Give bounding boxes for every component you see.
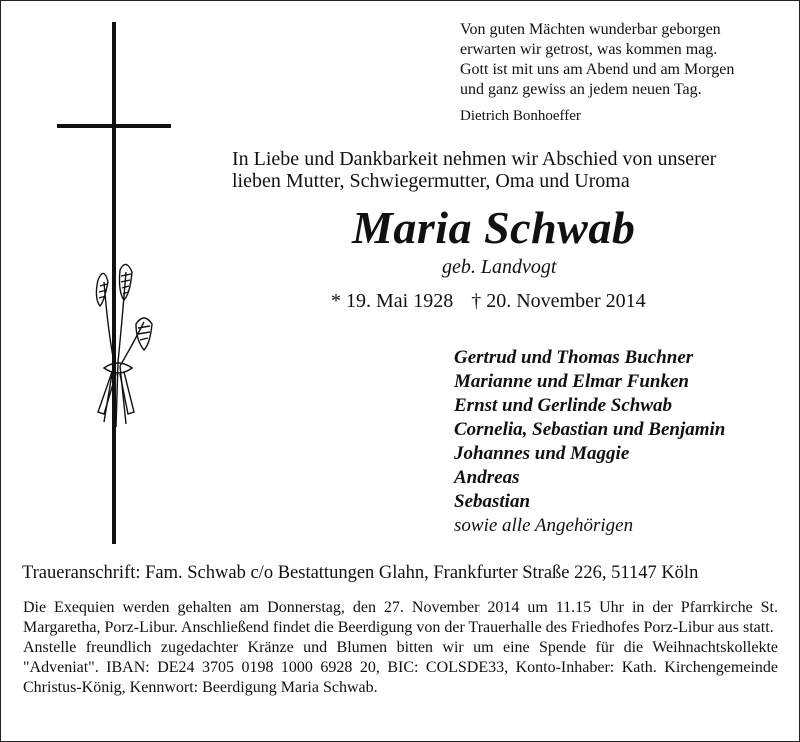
mourners-list xyxy=(454,346,725,538)
maiden-name: geb. Landvogt xyxy=(442,256,557,278)
funeral-info: Die Exequien werden gehalten am Donnerstag, den 27. November 2014 um 11.15 Uhr in der Pfarrkirche St. Margaretha, Porz-Libur. Anschließend findet die Beerdigung von der Trauerhalle des Friedhofes Porz-Libur aus statt. xyxy=(23,599,778,636)
poem-line: und ganz gewiss an jedem neuen Tag. xyxy=(460,81,702,98)
poem-line: Von guten Mächten wunderbar geborgen xyxy=(460,21,721,38)
life-dates xyxy=(331,290,646,313)
mourner: Cornelia, Sebastian und Benjamin xyxy=(454,419,726,440)
mourner: Johannes und Maggie xyxy=(454,443,630,464)
death-date: † 20. November 2014 xyxy=(471,290,646,312)
mourner: Ernst und Gerlinde Schwab xyxy=(454,395,673,416)
mourner: Gertrud und Thomas Buchner xyxy=(454,347,694,368)
wheat-bundle-icon xyxy=(74,262,164,432)
mourner: Andreas xyxy=(454,467,520,488)
poem-line: erwarten wir getrost, was kommen mag. xyxy=(460,41,718,58)
cross-horizontal-bar xyxy=(57,124,171,128)
mourner: Marianne und Elmar Funken xyxy=(454,371,689,392)
intro-line: lieben Mutter, Schwiegermutter, Oma und Uroma xyxy=(232,170,630,192)
poem xyxy=(460,20,734,100)
deceased-name: Maria Schwab xyxy=(352,202,636,253)
all-relatives: sowie alle Angehörigen xyxy=(454,515,634,536)
intro-line: In Liebe und Dankbarkeit nehmen wir Abschied von unserer xyxy=(232,148,717,170)
intro-text xyxy=(232,148,716,192)
birth-date: * 19. Mai 1928 xyxy=(331,290,454,312)
mourner: Sebastian xyxy=(454,491,531,512)
poem-line: Gott ist mit uns am Abend und am Morgen xyxy=(460,61,735,78)
poem-author: Dietrich Bonhoeffer xyxy=(460,108,581,124)
mourning-address: Traueranschrift: Fam. Schwab c/o Bestattungen Glahn, Frankfurter Straße 226, 51147 Köln xyxy=(22,563,699,583)
funeral-details xyxy=(23,598,778,698)
donation-info: Anstelle freundlich zugedachter Kränze und Blumen bitten wir um eine Spende für die Weihnachtskollekte "Adveniat". IBAN: DE24 3705 0198 1000 6928 20, BIC: COLSDE33, Konto-Inhaber: Kath. Kirchengemeinde Christus-König, Kennwort: Beerdigung Maria Schwab. xyxy=(23,639,778,696)
